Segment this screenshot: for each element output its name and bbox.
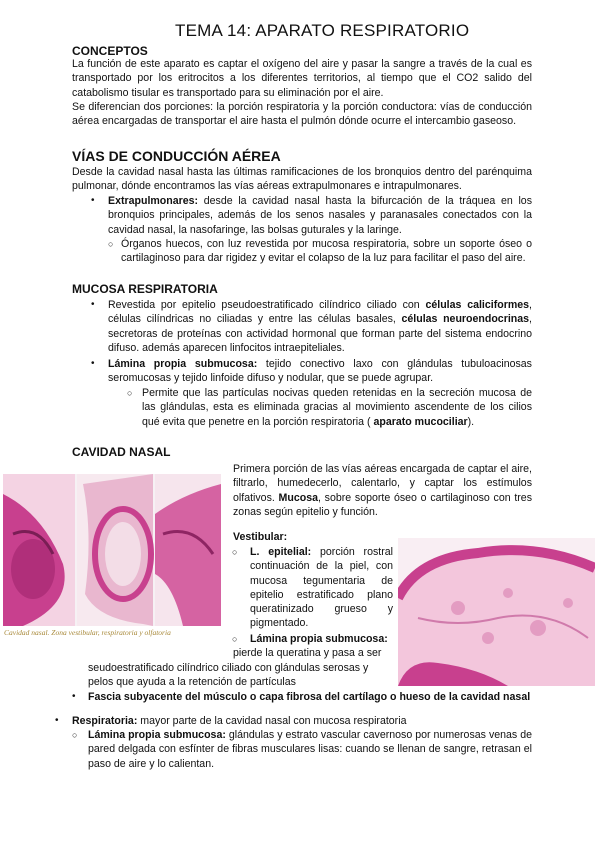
cavidad-intro-text-1: Primera porción de las vías aéreas encargada de captar el aire, filtrarlo, humedecerlo, calentarlo, y captar los estímulos olfativos. (233, 463, 532, 504)
cavidad-intro-text-2: , sobre soporte óseo o cartilaginoso con tres zonas según epitelio y función. (233, 491, 532, 518)
conceptos-paragraph-1: La función de este aparato es captar el oxígeno del aire y pasar la sangre a través de la cual es transportado por los eritrocitos a los diferentes territorios, al tiempo que el CO2 salido del catabolismo tisular es transportado para su eliminación por el aire. (72, 58, 532, 99)
lamina-propia-vest-label: Lámina propia submucosa: (250, 633, 388, 645)
image-caption: Cavidad nasal. Zona vestibular, respiratoria y olfatoria (4, 628, 171, 637)
epitelio-item (108, 298, 532, 355)
page-title: TEMA 14: APARATO RESPIRATORIO (175, 21, 470, 40)
respiratoria-label: Respiratoria: (72, 715, 138, 727)
histology-image-vestibular (398, 538, 595, 686)
bullet-icon: • (91, 299, 95, 310)
fascia-item: Fascia subyacente del músculo o capa fibrosa del cartílago o hueso de la cavidad nasal (88, 691, 531, 703)
lamina-propia-vest-text-2: seudoestratificado cilíndrico ciliado con glándulas serosas y (88, 662, 369, 674)
caliciformes-label: células caliciformes (425, 299, 530, 311)
mucociliar-item (142, 386, 532, 429)
lamina-propia-label: Lámina propia submucosa: (108, 358, 258, 370)
cavidad-intro (233, 462, 532, 519)
respiratoria-text: mayor parte de la cavidad nasal con mucosa respiratoria (137, 715, 407, 727)
lamina-propia-vest-text-3: pelos que ayuda a la retención de partículas (88, 676, 296, 688)
epitelio-text-3: , secretoras de proteínas con actividad hormonal que forman parte del sistema endocrino difuso. además aparecen linfocitos intraepiteliales. (108, 313, 532, 354)
sub-bullet-icon: ○ (108, 239, 114, 249)
extrapulmonares-item (108, 194, 532, 237)
neuroendocrinas-label: células neuroendocrinas (401, 313, 530, 326)
epitelio-text-2: , células cilíndricas no ciliadas y entre las células basales, (108, 299, 532, 326)
bullet-icon: • (55, 715, 59, 726)
sub-bullet-icon: ○ (127, 388, 133, 398)
organos-huecos-item: Órganos huecos, con luz revestida por mucosa respiratoria, sobre un soporte óseo o cartilaginoso para dar rigidez y evitar el colapso de la luz para facilitar el paso del aire. (121, 238, 532, 265)
lamina-epitelial-label: L. epitelial: (250, 546, 312, 558)
sub-bullet-icon: ○ (72, 730, 78, 740)
lamina-epitelial-text: porción rostral continuación de la piel, con mucosa tegumentaria de epitelio estratificado plano queratinizado grueso y pigmentado. (250, 546, 393, 630)
respiratoria-submucosa-label: Lámina propia submucosa: (88, 729, 226, 741)
respiratoria-submucosa-item (88, 728, 532, 771)
mucosa-label: Mucosa (278, 491, 318, 504)
epitelio-text-1: Revestida por epitelio pseudoestratificado cilíndrico ciliado con (108, 299, 426, 311)
extrapulmonares-text: desde la cavidad nasal hasta la bifurcación de la tráquea en los bronquios principales, además de los senos nasales y paranasales conectados con la cavidad nasal, la nasofaringe, las bolsas guturales y la laringe. (108, 195, 532, 236)
respiratoria-item (72, 714, 532, 728)
mucociliar-label: aparato mucociliar (373, 415, 468, 428)
sub-bullet-icon: ○ (232, 547, 238, 557)
extrapulmonares-label: Extrapulmonares: (108, 195, 199, 207)
bullet-icon: • (91, 195, 95, 206)
conceptos-paragraph-2: Se diferencian dos porciones: la porción respiratoria y la porción conductora: vías de conducción aérea encargadas de transportar el aire hasta el pulmón dónde ocurre el intercambio gaseoso. (72, 101, 532, 128)
vestibular-heading: Vestibular: (233, 531, 288, 543)
sub-bullet-icon: ○ (232, 634, 238, 644)
lamina-propia-item (108, 357, 532, 386)
histology-image-nasal-zones (3, 474, 221, 626)
mucosa-heading: MUCOSA RESPIRATORIA (72, 282, 218, 296)
histology-illustration-vestibular (398, 538, 595, 686)
lamina-propia-vest-text-1: pierde la queratina y pasa a ser (233, 647, 382, 659)
vias-intro: Desde la cavidad nasal hasta las últimas ramificaciones de los bronquios dentro del parénquima pulmonar, dónde encontramos las vías aéreas extrapulmonares e intrapulmonares. (72, 166, 532, 193)
conceptos-heading: CONCEPTOS (72, 44, 148, 58)
mucociliar-text-2: ). (467, 415, 475, 428)
vias-heading: VÍAS DE CONDUCCIÓN AÉREA (72, 148, 281, 164)
respiratoria-submucosa-text: glándulas y estrato vascular cavernoso por numerosas venas de pared delgada con esfínter de fibras musculares lisas: cuando se llenan de sangre, retrasan el paso de aire y lo calientan. (88, 729, 532, 770)
lamina-epitelial-item (250, 545, 393, 631)
bullet-icon: • (91, 358, 95, 369)
cavidad-heading: CAVIDAD NASAL (72, 445, 171, 459)
mucociliar-text-1: Permite que las partículas nocivas queden retenidas en la secreción mucosa de las glándulas, esta es eliminada gracias al movimiento ascendente de los cilios qué evita que penetre en la porción respiratoria ( (142, 387, 532, 428)
lamina-propia-text: tejido conectivo laxo con glándulas tubuloacinosas seromucosas y tejido linfoide difuso y nodular, que se puede agrupar. (108, 358, 532, 385)
histology-illustration (3, 474, 221, 626)
bullet-icon: • (72, 691, 76, 702)
